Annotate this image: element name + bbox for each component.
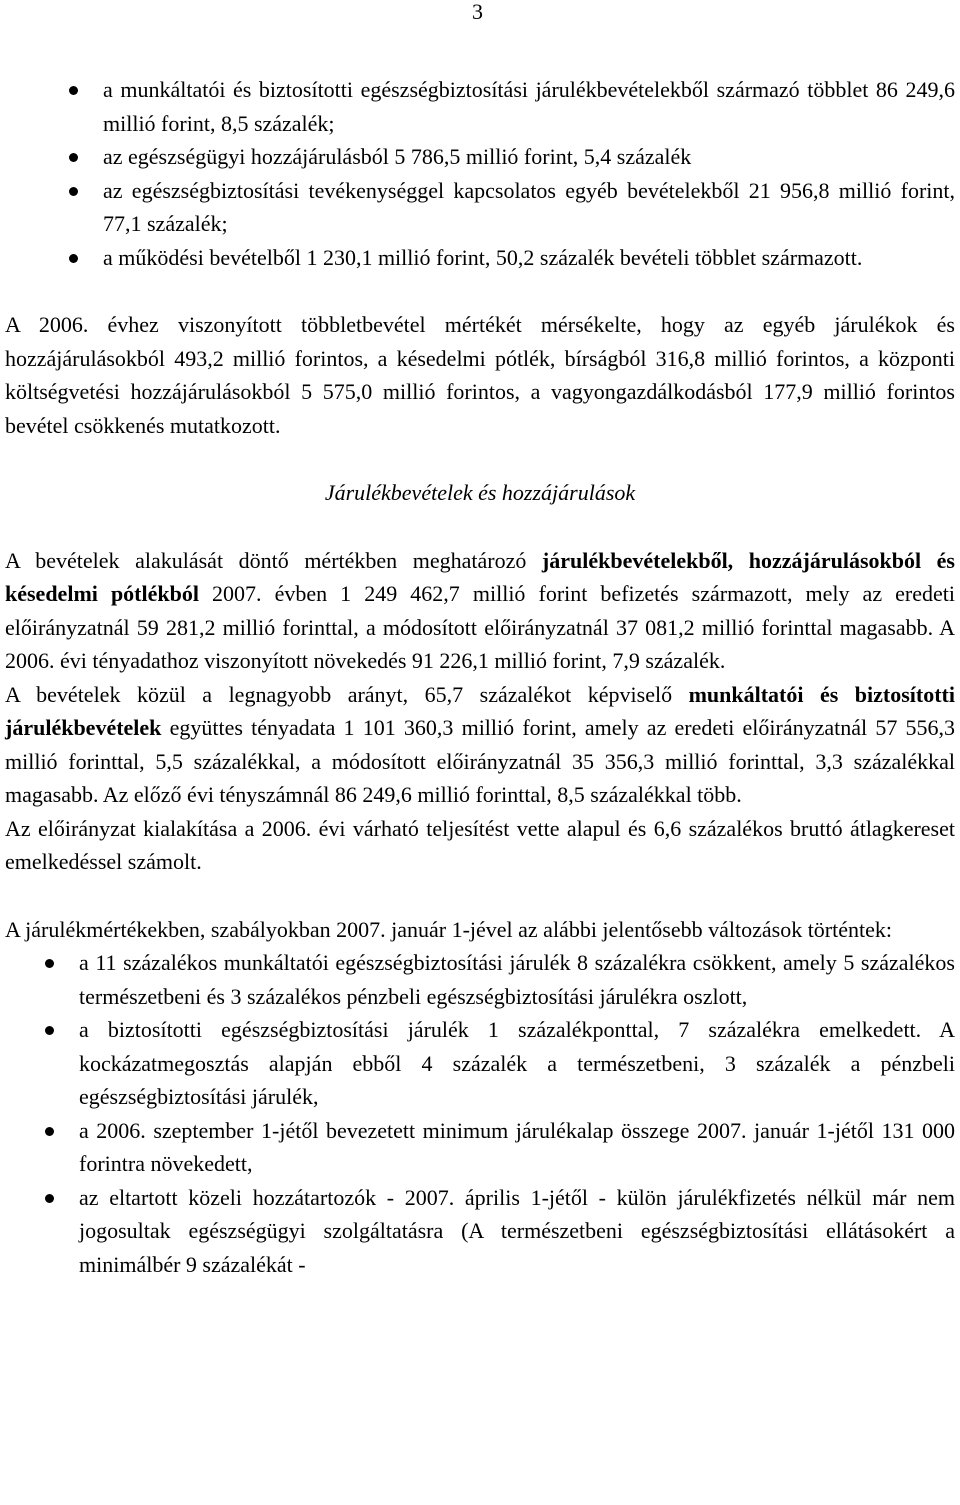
bold-term: járulékbevételekből, hozzájárulásokból és késedelmi pótlékból: [5, 547, 955, 606]
bold-term: munkáltatói és biztosítotti járulékbevételek: [5, 681, 955, 740]
bullet-icon: [45, 1194, 54, 1203]
page-number: 3: [472, 0, 483, 24]
list-item: a munkáltatói és biztosítotti egészségbiztosítási járulékbevételekből származó többlet 86 249,6 millió forint, 8,5 százalék;: [5, 73, 955, 140]
bullet-icon: [45, 1026, 54, 1035]
list-item: a működési bevételből 1 230,1 millió forint, 50,2 százalék bevételi többlet származott.: [5, 241, 955, 275]
bullet-icon: [45, 1127, 54, 1136]
list-item: az egészségügyi hozzájárulásból 5 786,5 millió forint, 5,4 százalék: [5, 140, 955, 174]
document-body: [5, 73, 955, 1281]
list-item: az egészségbiztosítási tevékenységgel kapcsolatos egyéb bevételekből 21 956,8 millió forint, 77,1 százalék;: [5, 174, 955, 241]
paragraph-revenue-decrease: A 2006. évhez viszonyított többletbevétel mértékét mérsékelte, hogy az egyéb járulékok és hozzájárulásokból 493,2 millió forintos, a késedelmi pótlék, bírságból 316,8 millió forintos, a központi költségvetési hozzájárulásokból 5 575,0 millió forintos, a vagyongazdálkodásból 177,9 millió forintos bevétel csökkenés mutatkozott.: [5, 312, 955, 438]
bullet-icon: [45, 959, 54, 968]
revenue-surplus-list: [5, 73, 955, 274]
bullet-icon: [69, 187, 78, 196]
list-item: a 11 százalékos munkáltatói egészségbiztosítási járulék 8 százalékra csökkent, amely 5 százalékos természetbeni és 3 százalékos pénzbeli egészségbiztosítási járulékra oszlott,: [5, 946, 955, 1013]
section-heading: Járulékbevételek és hozzájárulások: [324, 480, 636, 505]
list-item: az eltartott közeli hozzátartozók - 2007. április 1-jétől - külön járulékfizetés nélkül már nem jogosultak egészségügyi szolgáltatásra (A természetbeni egészségbiztosítási ellátásokért a minimálbér 9 százalékát -: [5, 1181, 955, 1282]
list-item: a biztosítotti egészségbiztosítási járulék 1 százalékponttal, 7 százalékra emelkedett. A kockázatmegosztás alapján ebből 4 százalék a természetbeni, 3 százalék a pénzbeli egészségbiztosítási járulék,: [5, 1013, 955, 1114]
paragraph-appropriation: Az előirányzat kialakítása a 2006. évi várható teljesítést vette alapul és 6,6 százalékos bruttó átlagkereset emelkedéssel számolt.: [5, 815, 955, 874]
bullet-icon: [69, 254, 78, 263]
bullet-icon: [69, 153, 78, 162]
paragraph-employer-contributions: A bevételek közül a legnagyobb arányt, 65,7 százalékot képviselő munkáltatói és biztosítotti járulékbevételek együttes tényadata 1 101 360,3 millió forint, amely az eredeti előirányzatnál 57 556,3 millió forinttal, 5,5 százalékkal, a módosított előirányzatnál 35 356,3 millió forinttal, 3,3 százalékkal magasabb. Az előző évi tényszámnál 86 249,6 millió forinttal, 8,5 százalékkal több.: [5, 681, 955, 807]
bullet-icon: [69, 86, 78, 95]
paragraph-rate-changes-intro: A járulékmértékekben, szabályokban 2007. január 1-jével az alábbi jelentősebb változások történtek:: [5, 916, 893, 942]
rate-changes-list: [5, 946, 955, 1281]
list-item: a 2006. szeptember 1-jétől bevezetett minimum járulékalap összege 2007. január 1-jétől 131 000 forintra növekedett,: [5, 1114, 955, 1181]
paragraph-contribution-revenue: A bevételek alakulását döntő mértékben meghatározó járulékbevételekből, hozzájárulásokból és késedelmi pótlékból 2007. évben 1 249 462,7 millió forint befizetés származott, mely az eredeti előirányzatnál 59 281,2 millió forinttal, a módosított előirányzatnál 37 081,2 millió forinttal magasabb. A 2006. évi tényadathoz viszonyított növekedés 91 226,1 millió forint, 7,9 százalék.: [5, 547, 955, 673]
